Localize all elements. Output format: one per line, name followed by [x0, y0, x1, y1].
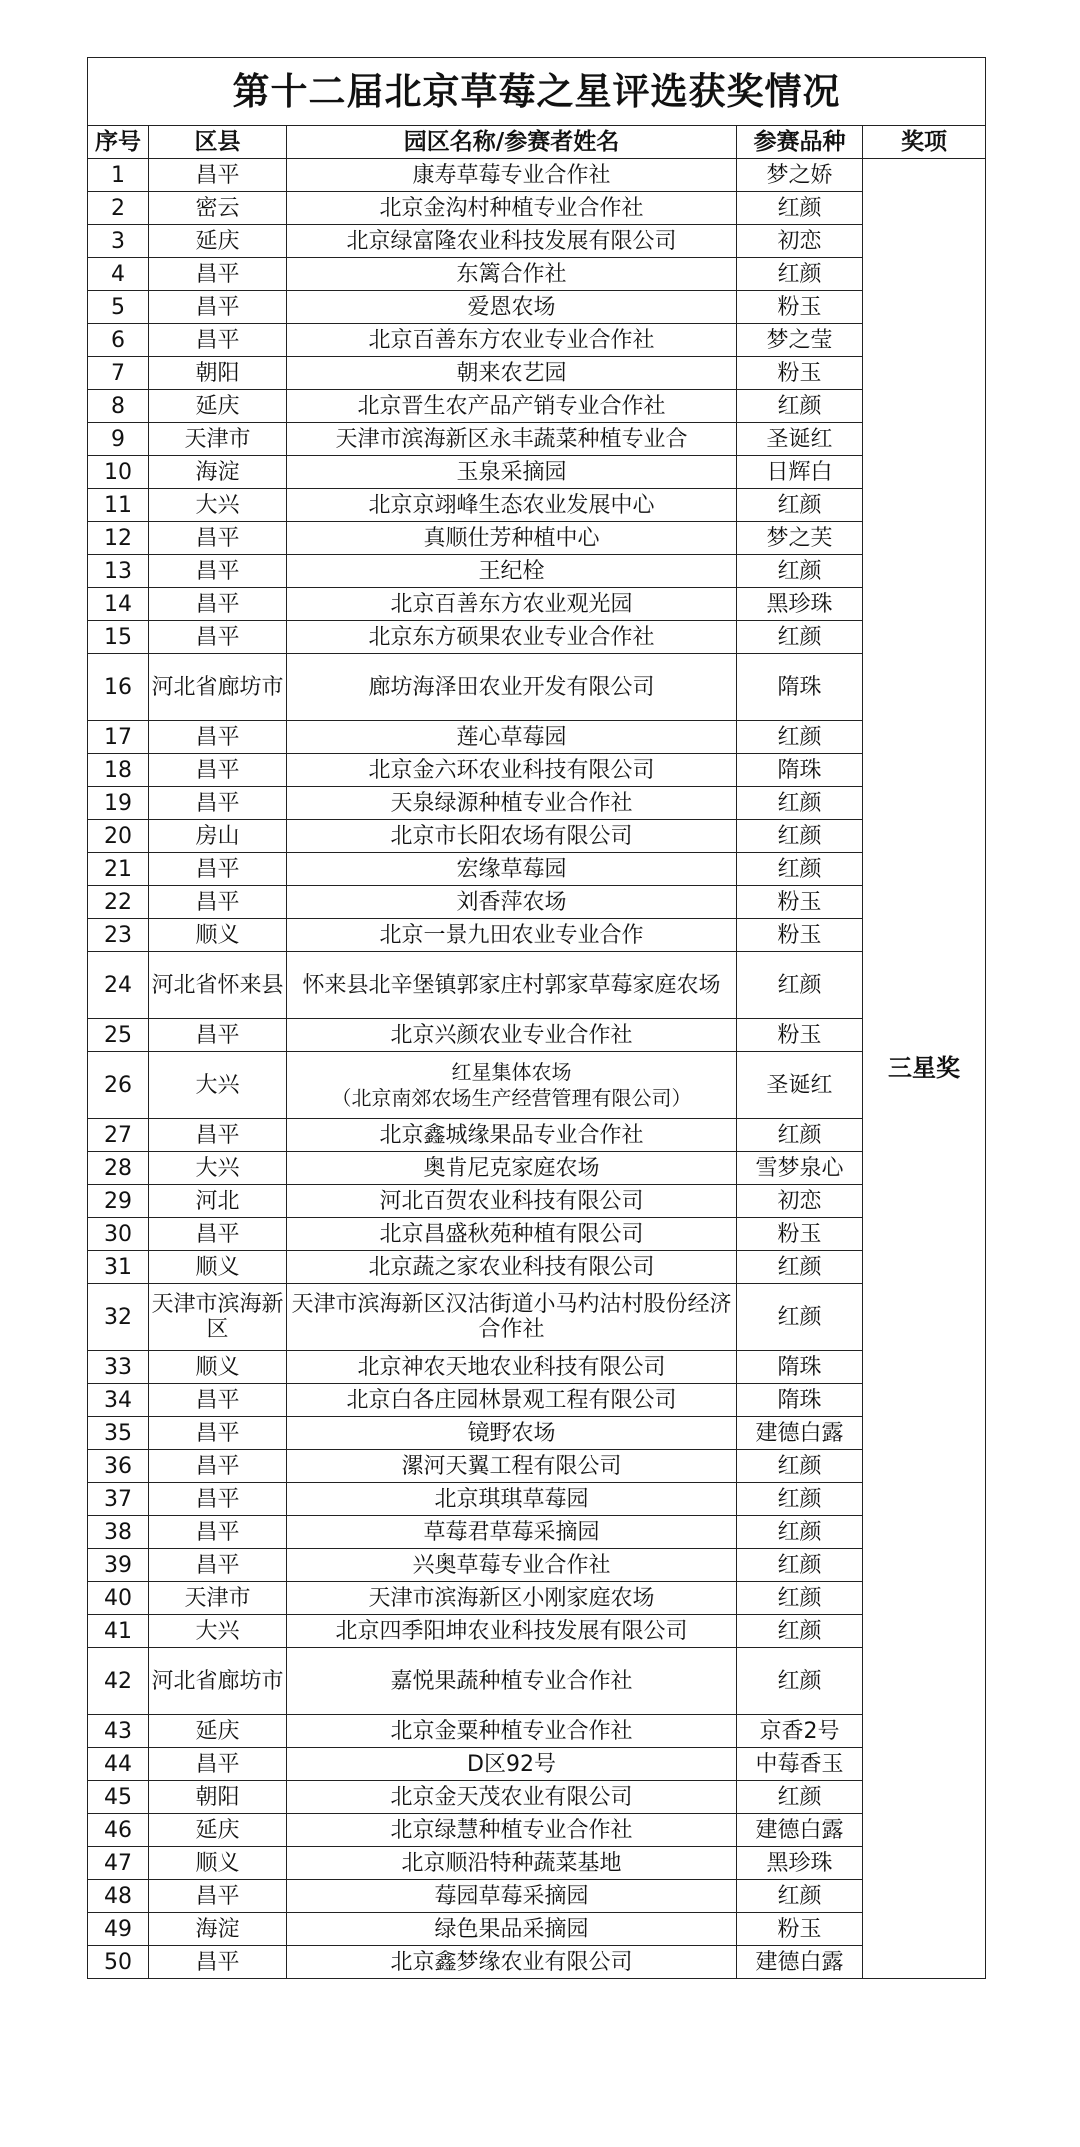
table-row: [88, 1351, 986, 1384]
cell-serial: 44: [88, 1748, 149, 1781]
table-row: [88, 1549, 986, 1582]
cell-entrant: 北京百善东方农业专业合作社: [287, 324, 737, 357]
cell-serial: 13: [88, 555, 149, 588]
cell-serial: 47: [88, 1847, 149, 1880]
cell-entrant: 刘香萍农场: [287, 886, 737, 919]
cell-entrant: 漯河天翼工程有限公司: [287, 1450, 737, 1483]
table-row: [88, 754, 986, 787]
cell-entrant: 北京市长阳农场有限公司: [287, 820, 737, 853]
cell-district: 大兴: [149, 1052, 287, 1119]
table-row: [88, 654, 986, 721]
cell-district: 延庆: [149, 1814, 287, 1847]
cell-entrant: 真顺仕芳种植中心: [287, 522, 737, 555]
table-row: [88, 721, 986, 754]
table-row: [88, 1384, 986, 1417]
cell-entrant: 天津市滨海新区小刚家庭农场: [287, 1582, 737, 1615]
table-row: [88, 787, 986, 820]
cell-entrant: 北京鑫梦缘农业有限公司: [287, 1946, 737, 1979]
cell-serial: 27: [88, 1119, 149, 1152]
cell-serial: 21: [88, 853, 149, 886]
cell-district: 昌平: [149, 1384, 287, 1417]
cell-variety: 红颜: [737, 192, 863, 225]
table-row: [88, 1847, 986, 1880]
cell-variety: 圣诞红: [737, 423, 863, 456]
cell-serial: 24: [88, 952, 149, 1019]
cell-serial: 17: [88, 721, 149, 754]
cell-district: 昌平: [149, 787, 287, 820]
cell-variety: 隋珠: [737, 1351, 863, 1384]
cell-district: 大兴: [149, 1152, 287, 1185]
cell-serial: 6: [88, 324, 149, 357]
cell-entrant: 北京四季阳坤农业科技发展有限公司: [287, 1615, 737, 1648]
cell-district: 朝阳: [149, 357, 287, 390]
cell-district: 昌平: [149, 522, 287, 555]
table-row: [88, 1615, 986, 1648]
cell-variety: 红颜: [737, 1483, 863, 1516]
cell-serial: 33: [88, 1351, 149, 1384]
cell-variety: 日辉白: [737, 456, 863, 489]
header-variety: 参赛品种: [737, 126, 863, 159]
cell-serial: 15: [88, 621, 149, 654]
cell-variety: 梦之娇: [737, 159, 863, 192]
cell-entrant: 北京蔬之家农业科技有限公司: [287, 1251, 737, 1284]
cell-entrant: 兴奥草莓专业合作社: [287, 1549, 737, 1582]
cell-entrant: 奥肯尼克家庭农场: [287, 1152, 737, 1185]
cell-serial: 18: [88, 754, 149, 787]
cell-district: 昌平: [149, 1880, 287, 1913]
cell-variety: 粉玉: [737, 1218, 863, 1251]
cell-serial: 39: [88, 1549, 149, 1582]
cell-entrant: 玉泉采摘园: [287, 456, 737, 489]
cell-serial: 23: [88, 919, 149, 952]
table-row: [88, 1152, 986, 1185]
cell-variety: 红颜: [737, 1781, 863, 1814]
cell-district: 河北省廊坊市: [149, 1648, 287, 1715]
cell-serial: 14: [88, 588, 149, 621]
cell-entrant: 红星集体农场 （北京南郊农场生产经营管理有限公司）: [287, 1052, 737, 1119]
cell-serial: 8: [88, 390, 149, 423]
cell-entrant: 北京昌盛秋苑种植有限公司: [287, 1218, 737, 1251]
header-entrant: 园区名称/参赛者姓名: [287, 126, 737, 159]
cell-variety: 粉玉: [737, 1019, 863, 1052]
table-row: [88, 1814, 986, 1847]
cell-variety: 粉玉: [737, 886, 863, 919]
cell-serial: 1: [88, 159, 149, 192]
cell-variety: 红颜: [737, 1549, 863, 1582]
cell-serial: 26: [88, 1052, 149, 1119]
cell-variety: 红颜: [737, 1251, 863, 1284]
cell-serial: 16: [88, 654, 149, 721]
table-row: [88, 1748, 986, 1781]
table-row: [88, 1648, 986, 1715]
cell-entrant: 莓园草莓采摘园: [287, 1880, 737, 1913]
cell-district: 昌平: [149, 1450, 287, 1483]
table-row: [88, 1185, 986, 1218]
cell-entrant: 北京金粟种植专业合作社: [287, 1715, 737, 1748]
cell-entrant: 河北百贺农业科技有限公司: [287, 1185, 737, 1218]
cell-serial: 11: [88, 489, 149, 522]
cell-entrant: 东篱合作社: [287, 258, 737, 291]
table-row: [88, 1450, 986, 1483]
cell-variety: 京香2号: [737, 1715, 863, 1748]
cell-entrant: D区92号: [287, 1748, 737, 1781]
table-row: [88, 952, 986, 1019]
cell-district: 昌平: [149, 853, 287, 886]
table-row: [88, 1251, 986, 1284]
cell-variety: 粉玉: [737, 291, 863, 324]
cell-district: 顺义: [149, 919, 287, 952]
table-row: [88, 192, 986, 225]
cell-entrant: 天泉绿源种植专业合作社: [287, 787, 737, 820]
cell-entrant: 北京百善东方农业观光园: [287, 588, 737, 621]
cell-serial: 31: [88, 1251, 149, 1284]
cell-entrant: 北京顺沿特种蔬菜基地: [287, 1847, 737, 1880]
cell-entrant: 北京绿慧种植专业合作社: [287, 1814, 737, 1847]
cell-entrant: 北京兴颜农业专业合作社: [287, 1019, 737, 1052]
table-row: [88, 1218, 986, 1251]
cell-variety: 中莓香玉: [737, 1748, 863, 1781]
cell-entrant: 康寿草莓专业合作社: [287, 159, 737, 192]
cell-serial: 4: [88, 258, 149, 291]
cell-entrant: 北京神农天地农业科技有限公司: [287, 1351, 737, 1384]
cell-serial: 49: [88, 1913, 149, 1946]
cell-variety: 建德白露: [737, 1417, 863, 1450]
cell-variety: 红颜: [737, 820, 863, 853]
cell-serial: 20: [88, 820, 149, 853]
cell-entrant: 北京金天茂农业有限公司: [287, 1781, 737, 1814]
table-row: [88, 1119, 986, 1152]
cell-variety: 红颜: [737, 621, 863, 654]
cell-variety: 红颜: [737, 721, 863, 754]
table-row: [88, 225, 986, 258]
cell-serial: 43: [88, 1715, 149, 1748]
table-row: [88, 919, 986, 952]
cell-variety: 粉玉: [737, 919, 863, 952]
cell-variety: 初恋: [737, 1185, 863, 1218]
cell-entrant: 北京晋生农产品产销专业合作社: [287, 390, 737, 423]
cell-variety: 红颜: [737, 787, 863, 820]
cell-district: 延庆: [149, 1715, 287, 1748]
cell-serial: 9: [88, 423, 149, 456]
cell-serial: 3: [88, 225, 149, 258]
cell-variety: 黑珍珠: [737, 1847, 863, 1880]
cell-district: 顺义: [149, 1847, 287, 1880]
cell-serial: 34: [88, 1384, 149, 1417]
cell-district: 昌平: [149, 886, 287, 919]
cell-variety: 梦之芙: [737, 522, 863, 555]
header-award: 奖项: [863, 126, 986, 159]
cell-entrant: 北京白各庄园林景观工程有限公司: [287, 1384, 737, 1417]
cell-entrant: 宏缘草莓园: [287, 853, 737, 886]
cell-district: 昌平: [149, 588, 287, 621]
cell-serial: 30: [88, 1218, 149, 1251]
cell-variety: 红颜: [737, 555, 863, 588]
cell-entrant: 北京一景九田农业专业合作: [287, 919, 737, 952]
award-cell: 三星奖: [863, 159, 986, 1979]
cell-variety: 红颜: [737, 489, 863, 522]
table-row: [88, 820, 986, 853]
table-row: [88, 1019, 986, 1052]
cell-entrant: 朝来农艺园: [287, 357, 737, 390]
cell-district: 延庆: [149, 390, 287, 423]
cell-district: 昌平: [149, 555, 287, 588]
cell-district: 昌平: [149, 258, 287, 291]
table-row: [88, 1417, 986, 1450]
table-row: [88, 159, 986, 192]
cell-serial: 12: [88, 522, 149, 555]
cell-variety: 隋珠: [737, 1384, 863, 1417]
cell-serial: 45: [88, 1781, 149, 1814]
cell-serial: 50: [88, 1946, 149, 1979]
cell-district: 延庆: [149, 225, 287, 258]
cell-serial: 48: [88, 1880, 149, 1913]
cell-serial: 37: [88, 1483, 149, 1516]
cell-variety: 建德白露: [737, 1946, 863, 1979]
table-title: 第十二届北京草莓之星评选获奖情况: [88, 58, 986, 126]
cell-entrant: 北京鑫城缘果品专业合作社: [287, 1119, 737, 1152]
cell-serial: 40: [88, 1582, 149, 1615]
cell-variety: 红颜: [737, 1880, 863, 1913]
cell-district: 大兴: [149, 489, 287, 522]
cell-district: 昌平: [149, 754, 287, 787]
cell-district: 昌平: [149, 1549, 287, 1582]
cell-district: 海淀: [149, 1913, 287, 1946]
cell-entrant: 北京东方硕果农业专业合作社: [287, 621, 737, 654]
cell-district: 大兴: [149, 1615, 287, 1648]
cell-variety: 粉玉: [737, 1913, 863, 1946]
cell-entrant: 天津市滨海新区汉沽街道小马杓沽村股份经济合作社: [287, 1284, 737, 1351]
cell-serial: 41: [88, 1615, 149, 1648]
cell-district: 顺义: [149, 1251, 287, 1284]
cell-entrant: 王纪栓: [287, 555, 737, 588]
cell-variety: 雪梦泉心: [737, 1152, 863, 1185]
cell-entrant: 北京金六环农业科技有限公司: [287, 754, 737, 787]
table-row: [88, 1715, 986, 1748]
table-row: [88, 588, 986, 621]
cell-serial: 10: [88, 456, 149, 489]
cell-serial: 29: [88, 1185, 149, 1218]
cell-district: 天津市: [149, 1582, 287, 1615]
table-row: [88, 324, 986, 357]
cell-serial: 7: [88, 357, 149, 390]
cell-serial: 46: [88, 1814, 149, 1847]
cell-district: 昌平: [149, 1417, 287, 1450]
cell-district: 昌平: [149, 1119, 287, 1152]
table-row: [88, 258, 986, 291]
cell-serial: 19: [88, 787, 149, 820]
table-row: [88, 456, 986, 489]
header-serial: 序号: [88, 126, 149, 159]
table-row: [88, 489, 986, 522]
cell-entrant: 镜野农场: [287, 1417, 737, 1450]
cell-serial: 36: [88, 1450, 149, 1483]
table-row: [88, 1946, 986, 1979]
header-district: 区县: [149, 126, 287, 159]
cell-variety: 红颜: [737, 952, 863, 1019]
cell-district: 昌平: [149, 1516, 287, 1549]
cell-variety: 粉玉: [737, 357, 863, 390]
table-row: [88, 555, 986, 588]
table-row: [88, 1913, 986, 1946]
cell-variety: 梦之莹: [737, 324, 863, 357]
cell-variety: 建德白露: [737, 1814, 863, 1847]
cell-district: 天津市: [149, 423, 287, 456]
table-row: [88, 1582, 986, 1615]
cell-district: 海淀: [149, 456, 287, 489]
table-row: [88, 886, 986, 919]
cell-serial: 25: [88, 1019, 149, 1052]
cell-serial: 35: [88, 1417, 149, 1450]
cell-variety: 红颜: [737, 1284, 863, 1351]
cell-entrant: 北京绿富隆农业科技发展有限公司: [287, 225, 737, 258]
cell-variety: 红颜: [737, 1450, 863, 1483]
cell-district: 昌平: [149, 291, 287, 324]
cell-serial: 2: [88, 192, 149, 225]
cell-variety: 隋珠: [737, 654, 863, 721]
cell-entrant: 莲心草莓园: [287, 721, 737, 754]
cell-variety: 红颜: [737, 258, 863, 291]
awards-table: [87, 57, 986, 1979]
cell-entrant: 天津市滨海新区永丰蔬菜种植专业合: [287, 423, 737, 456]
cell-district: 河北省怀来县: [149, 952, 287, 1019]
table-row: [88, 1284, 986, 1351]
cell-district: 昌平: [149, 1019, 287, 1052]
cell-district: 昌平: [149, 1218, 287, 1251]
cell-entrant: 嘉悦果蔬种植专业合作社: [287, 1648, 737, 1715]
cell-entrant: 北京京翊峰生态农业发展中心: [287, 489, 737, 522]
cell-district: 房山: [149, 820, 287, 853]
cell-variety: 红颜: [737, 1582, 863, 1615]
table-row: [88, 1880, 986, 1913]
table-row: [88, 621, 986, 654]
cell-district: 昌平: [149, 1748, 287, 1781]
cell-variety: 隋珠: [737, 754, 863, 787]
cell-entrant: 绿色果品采摘园: [287, 1913, 737, 1946]
cell-district: 昌平: [149, 1946, 287, 1979]
cell-district: 朝阳: [149, 1781, 287, 1814]
table-row: [88, 522, 986, 555]
cell-serial: 5: [88, 291, 149, 324]
table-row: [88, 853, 986, 886]
cell-district: 河北: [149, 1185, 287, 1218]
cell-entrant: 北京金沟村种植专业合作社: [287, 192, 737, 225]
table-row: [88, 390, 986, 423]
cell-entrant: 草莓君草莓采摘园: [287, 1516, 737, 1549]
cell-district: 昌平: [149, 1483, 287, 1516]
cell-variety: 初恋: [737, 225, 863, 258]
table-row: [88, 291, 986, 324]
cell-district: 河北省廊坊市: [149, 654, 287, 721]
table-row: [88, 1052, 986, 1119]
cell-variety: 黑珍珠: [737, 588, 863, 621]
cell-entrant: 怀来县北辛堡镇郭家庄村郭家草莓家庭农场: [287, 952, 737, 1019]
cell-district: 昌平: [149, 621, 287, 654]
cell-variety: 红颜: [737, 1648, 863, 1715]
cell-district: 顺义: [149, 1351, 287, 1384]
table-row: [88, 1483, 986, 1516]
table-row: [88, 1781, 986, 1814]
table-row: [88, 1516, 986, 1549]
cell-district: 天津市滨海新区: [149, 1284, 287, 1351]
cell-district: 昌平: [149, 159, 287, 192]
header-row: [88, 126, 986, 159]
cell-serial: 32: [88, 1284, 149, 1351]
cell-serial: 42: [88, 1648, 149, 1715]
table-row: [88, 357, 986, 390]
cell-entrant: 北京琪琪草莓园: [287, 1483, 737, 1516]
cell-variety: 红颜: [737, 390, 863, 423]
cell-entrant: 廊坊海泽田农业开发有限公司: [287, 654, 737, 721]
cell-serial: 38: [88, 1516, 149, 1549]
cell-serial: 28: [88, 1152, 149, 1185]
cell-district: 密云: [149, 192, 287, 225]
cell-entrant: 爱恩农场: [287, 291, 737, 324]
cell-serial: 22: [88, 886, 149, 919]
cell-district: 昌平: [149, 721, 287, 754]
cell-variety: 圣诞红: [737, 1052, 863, 1119]
table-row: [88, 423, 986, 456]
cell-variety: 红颜: [737, 1615, 863, 1648]
cell-variety: 红颜: [737, 1516, 863, 1549]
cell-district: 昌平: [149, 324, 287, 357]
cell-variety: 红颜: [737, 1119, 863, 1152]
cell-variety: 红颜: [737, 853, 863, 886]
